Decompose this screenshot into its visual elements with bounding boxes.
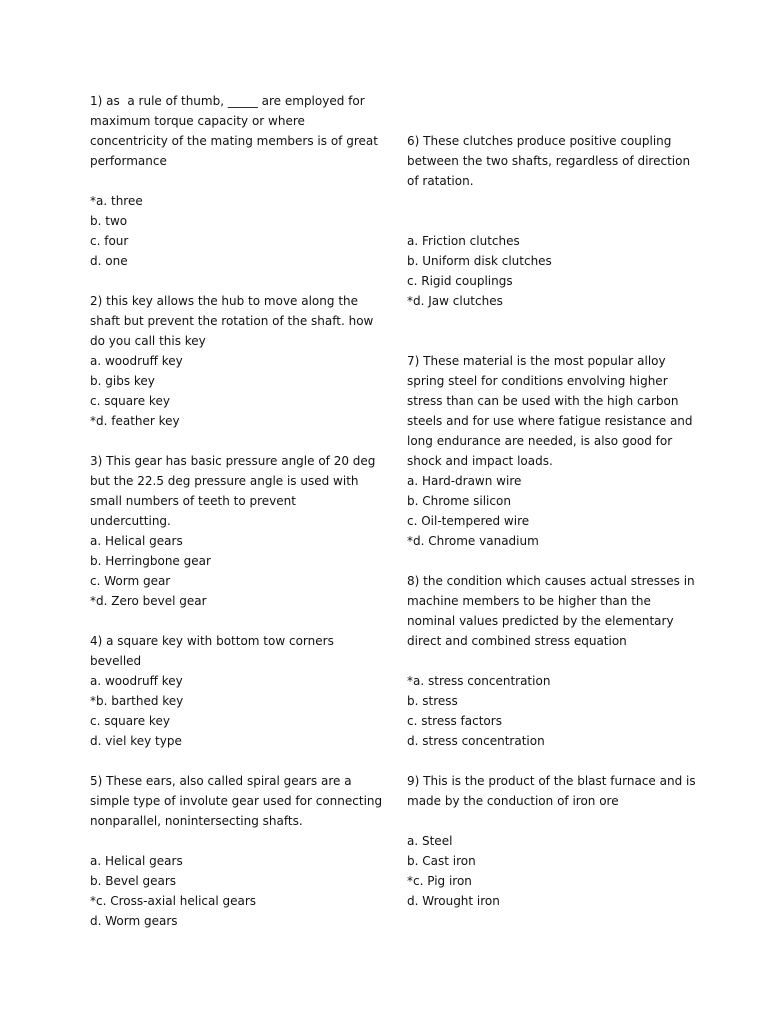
question-6: [407, 131, 707, 311]
answer-option: a. Hard-drawn wire: [407, 474, 522, 488]
answer-option: a. Helical gears: [90, 854, 183, 868]
question-text: of ratation.: [407, 174, 474, 188]
question-5: [90, 771, 383, 931]
question-text: shock and impact loads.: [407, 454, 553, 468]
answer-option: d. one: [90, 254, 128, 268]
question-text: 1) as a rule of thumb, _____ are employed for: [90, 94, 365, 108]
question-text: between the two shafts, regardless of direction: [407, 154, 691, 168]
answer-option: b. Bevel gears: [90, 874, 177, 888]
question-1: [90, 91, 380, 271]
answer-option: c. four: [90, 234, 129, 248]
question-text: direct and combined stress equation: [407, 634, 627, 648]
question-text: small numbers of teeth to prevent: [90, 494, 296, 508]
question-text: 3) This gear has basic pressure angle of 20 deg: [90, 454, 376, 468]
right-column: [407, 131, 707, 911]
answer-option: *a. stress concentration: [407, 674, 551, 688]
answer-option: a. Friction clutches: [407, 234, 520, 248]
answer-option: c. square key: [90, 394, 170, 408]
question-4: [90, 631, 380, 751]
question-text: maximum torque capacity or where: [90, 114, 305, 128]
answer-option: b. stress: [407, 694, 458, 708]
question-text: long endurance are needed, is also good for: [407, 434, 673, 448]
answer-option: *d. Chrome vanadium: [407, 534, 539, 548]
question-text: concentricity of the mating members is of great: [90, 134, 378, 148]
answer-option: b. two: [90, 214, 128, 228]
answer-option: a. woodruff key: [90, 354, 183, 368]
question-3: [90, 451, 380, 611]
question-text: simple type of involute gear used for connecting: [90, 794, 383, 808]
question-text: 8) the condition which causes actual stresses in: [407, 574, 695, 588]
answer-option: *c. Pig iron: [407, 874, 472, 888]
answer-option: c. Worm gear: [90, 574, 171, 588]
question-text: 2) this key allows the hub to move along the: [90, 294, 359, 308]
question-text: stress than can be used with the high carbon: [407, 394, 679, 408]
answer-option: a. Steel: [407, 834, 453, 848]
answer-option: b. Cast iron: [407, 854, 476, 868]
answer-option: a. Helical gears: [90, 534, 183, 548]
question-text: nominal values predicted by the elementary: [407, 614, 674, 628]
question-text: 9) This is the product of the blast furnace and is: [407, 774, 696, 788]
question-text: performance: [90, 154, 167, 168]
question-2: [90, 291, 380, 431]
answer-option: d. Worm gears: [90, 914, 178, 928]
question-text: 7) These material is the most popular alloy: [407, 354, 666, 368]
answer-option: b. gibs key: [90, 374, 155, 388]
question-text: do you call this key: [90, 334, 206, 348]
answer-option: c. Rigid couplings: [407, 274, 513, 288]
question-text: machine members to be higher than the: [407, 594, 651, 608]
question-text: shaft but prevent the rotation of the shaft. how: [90, 314, 374, 328]
question-text: steels and for use where fatigue resistance and: [407, 414, 693, 428]
answer-option: *d. Zero bevel gear: [90, 594, 207, 608]
question-7: [407, 351, 707, 551]
question-text: bevelled: [90, 654, 142, 668]
question-text: 5) These ears, also called spiral gears are a: [90, 774, 352, 788]
question-8: [407, 571, 707, 751]
answer-option: d. viel key type: [90, 734, 182, 748]
answer-option: b. Herringbone gear: [90, 554, 211, 568]
question-text: but the 22.5 deg pressure angle is used with: [90, 474, 359, 488]
left-column: [90, 91, 383, 931]
answer-option: *b. barthed key: [90, 694, 184, 708]
question-text: 4) a square key with bottom tow corners: [90, 634, 334, 648]
question-text: 6) These clutches produce positive coupling: [407, 134, 672, 148]
answer-option: c. Oil-tempered wire: [407, 514, 530, 528]
answer-option: b. Uniform disk clutches: [407, 254, 552, 268]
answer-option: c. stress factors: [407, 714, 502, 728]
question-9: [407, 771, 707, 911]
answer-option: *a. three: [90, 194, 143, 208]
question-text: nonparallel, nonintersecting shafts.: [90, 814, 303, 828]
answer-option: a. woodruff key: [90, 674, 183, 688]
question-text: made by the conduction of iron ore: [407, 794, 619, 808]
answer-option: *c. Cross-axial helical gears: [90, 894, 257, 908]
answer-option: c. square key: [90, 714, 170, 728]
answer-option: *d. Jaw clutches: [407, 294, 503, 308]
answer-option: d. stress concentration: [407, 734, 545, 748]
question-text: undercutting.: [90, 514, 171, 528]
answer-option: b. Chrome silicon: [407, 494, 511, 508]
question-text: spring steel for conditions envolving higher: [407, 374, 668, 388]
answer-option: d. Wrought iron: [407, 894, 500, 908]
answer-option: *d. feather key: [90, 414, 180, 428]
